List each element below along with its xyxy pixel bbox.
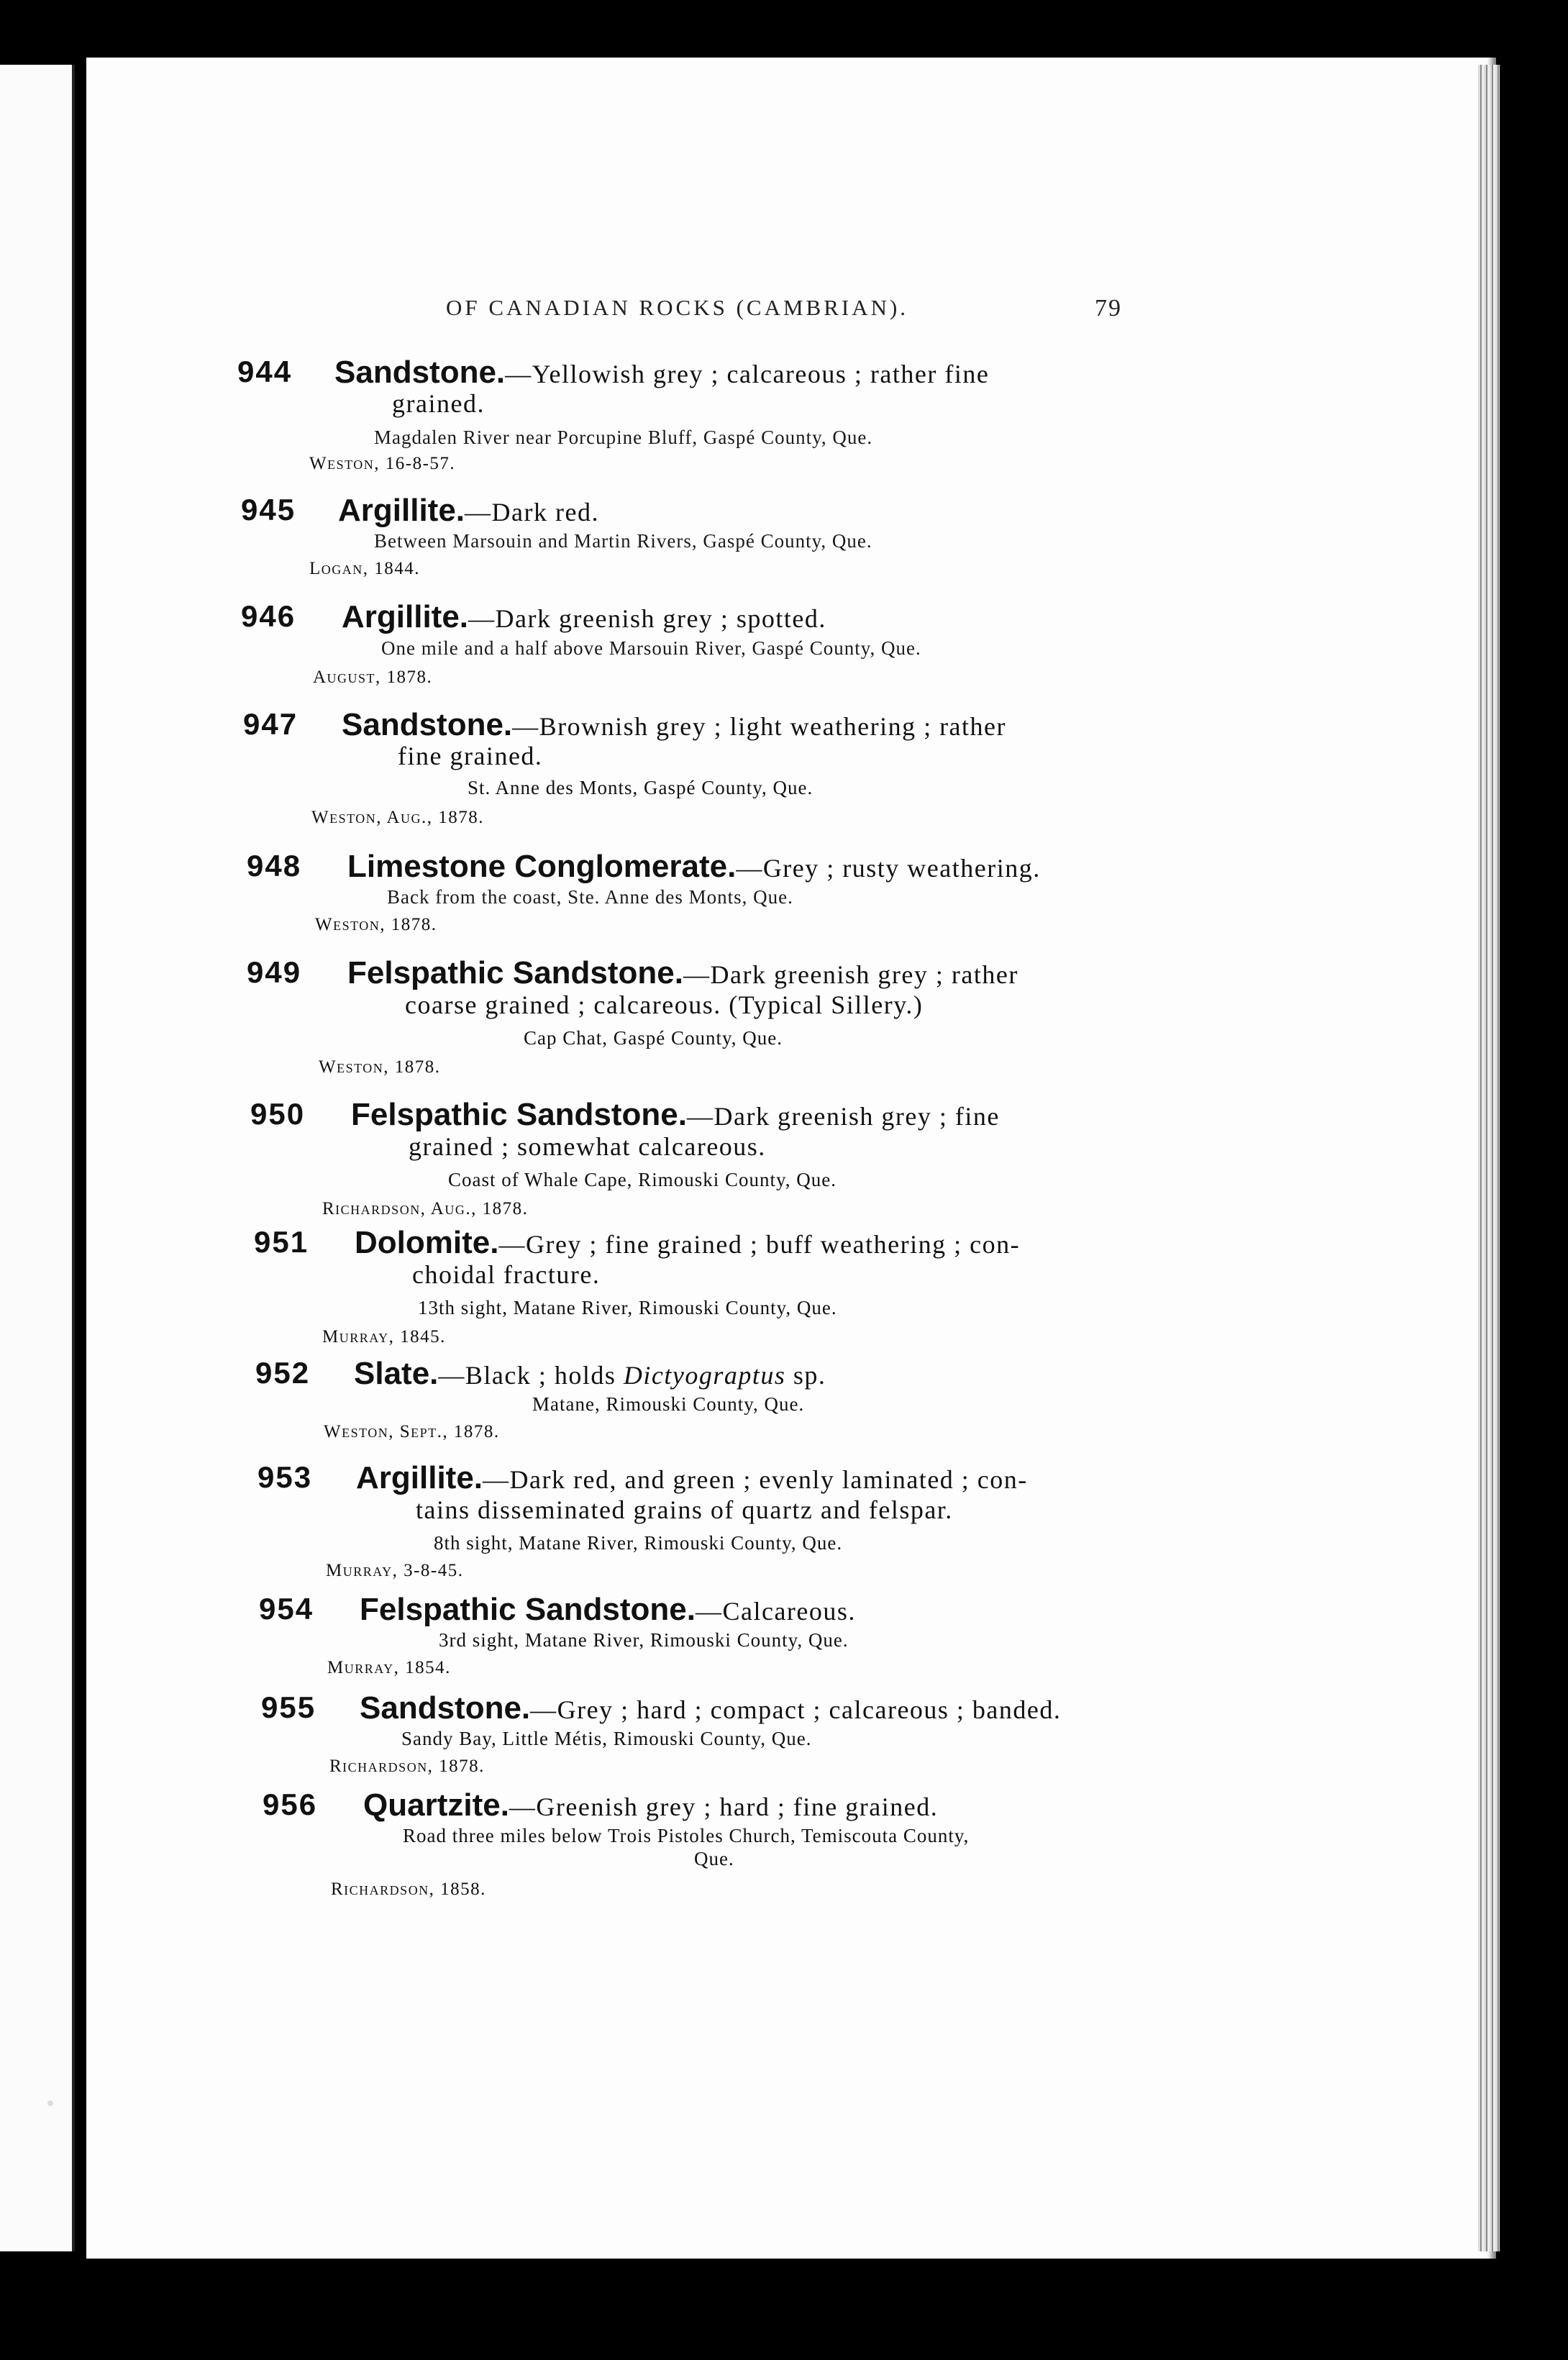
entry-number: 949: [247, 955, 302, 989]
rock-name: Quartzite.: [363, 1787, 509, 1823]
entry-number: 950: [250, 1097, 306, 1131]
rock-description: —Grey ; fine grained ; buff weathering ; con-: [498, 1230, 1021, 1259]
entry-number: 947: [243, 707, 298, 741]
entry-number: 944: [237, 355, 293, 388]
rock-name: Felspathic Sandstone.: [347, 955, 683, 990]
locality: Cap Chat, Gaspé County, Que.: [524, 1027, 783, 1049]
page-stack-edge: [1478, 65, 1500, 2251]
page-number: 79: [1095, 295, 1122, 322]
description-continuation: grained ; somewhat calcareous.: [409, 1132, 766, 1161]
rock-description: —Dark red.: [465, 498, 599, 527]
collector: Weston, 1878.: [319, 1057, 441, 1077]
locality: Matane, Rimouski County, Que.: [532, 1393, 805, 1415]
description-continuation: fine grained.: [398, 742, 543, 770]
collector: Weston, Aug., 1878.: [311, 808, 484, 827]
collector: Murray, 1845.: [322, 1327, 446, 1347]
rock-description: —Yellowish grey ; calcareous ; rather fine: [505, 360, 990, 388]
rock-name: Sandstone.: [342, 707, 513, 742]
collector: Weston, 1878.: [315, 915, 437, 934]
rock-description: —Dark greenish grey ; rather: [683, 960, 1018, 989]
locality: Back from the coast, Ste. Anne des Monts, Que.: [387, 886, 793, 908]
scan-speck: [47, 2100, 53, 2106]
collector: August, 1878.: [313, 668, 433, 687]
rock-description: —Dark greenish grey ; fine: [686, 1102, 1000, 1131]
taxon-name: Dictyograptus: [623, 1361, 786, 1390]
rock-name: Felspathic Sandstone.: [351, 1097, 687, 1132]
rock-description: —Dark greenish grey ; spotted.: [468, 604, 826, 633]
rock-description: —Grey ; rusty weathering.: [736, 854, 1041, 883]
locality: 3rd sight, Matane River, Rimouski County, Que.: [439, 1629, 849, 1651]
description-continuation: coarse grained ; calcareous. (Typical Sillery.): [405, 990, 924, 1019]
locality: One mile and a half above Marsouin River, Gaspé County, Que.: [381, 637, 921, 659]
entry-number: 948: [247, 849, 302, 883]
entry-number: 945: [241, 493, 296, 527]
collector: Richardson, 1858.: [331, 1880, 486, 1899]
locality: 8th sight, Matane River, Rimouski County, Que.: [434, 1532, 843, 1554]
rock-name: Argillite.: [338, 493, 465, 528]
entry-number: 955: [261, 1690, 316, 1724]
entry-number: 953: [257, 1460, 313, 1494]
rock-description: —Dark red, and green ; evenly laminated ; con-: [483, 1465, 1028, 1494]
rock-name: Argillite.: [342, 599, 469, 634]
locality-continuation: Que.: [694, 1848, 734, 1869]
entry-number: 952: [255, 1356, 311, 1390]
rock-description: —Greenish grey ; hard ; fine grained.: [509, 1792, 939, 1821]
collector: Logan, 1844.: [309, 559, 421, 578]
locality: Sandy Bay, Little Métis, Rimouski County, Que.: [401, 1728, 812, 1749]
description-continuation: tains disseminated grains of quartz and felspar.: [416, 1495, 953, 1524]
rock-name: Sandstone.: [360, 1690, 531, 1726]
rock-description: —Black ; holds Dictyograptus sp.: [438, 1361, 826, 1390]
collector: Murray, 1854.: [327, 1658, 451, 1677]
rock-name: Limestone Conglomerate.: [347, 849, 737, 884]
locality: 13th sight, Matane River, Rimouski County, Que.: [418, 1297, 837, 1318]
locality: Magdalen River near Porcupine Bluff, Gaspé County, Que.: [374, 427, 873, 448]
running-title: OF CANADIAN ROCKS (CAMBRIAN).: [446, 295, 909, 320]
collector: Richardson, Aug., 1878.: [322, 1199, 529, 1218]
description-continuation: grained.: [392, 389, 485, 418]
collector: Weston, 16-8-57.: [309, 454, 456, 473]
description-continuation: choidal fracture.: [412, 1260, 601, 1289]
entry-number: 956: [263, 1787, 318, 1821]
locality: Road three miles below Trois Pistoles Church, Temiscouta County,: [403, 1825, 970, 1846]
entry-number: 954: [259, 1592, 314, 1626]
rock-name: Argillite.: [356, 1460, 483, 1495]
rock-description: —Brownish grey ; light weathering ; rather: [512, 712, 1007, 741]
entry-number: 951: [254, 1225, 309, 1259]
locality: St. Anne des Monts, Gaspé County, Que.: [468, 777, 813, 798]
rock-name: Dolomite.: [355, 1225, 499, 1260]
collector: Murray, 3-8-45.: [326, 1561, 464, 1580]
rock-name: Felspathic Sandstone.: [360, 1592, 696, 1627]
rock-description: —Calcareous.: [695, 1597, 856, 1626]
locality: Coast of Whale Cape, Rimouski County, Que.: [448, 1169, 837, 1190]
rock-description: —Grey ; hard ; compact ; calcareous ; banded.: [530, 1695, 1062, 1724]
facing-page-edge: [0, 65, 75, 2251]
collector: Richardson, 1878.: [329, 1757, 485, 1776]
rock-name: Sandstone.: [334, 355, 506, 390]
locality: Between Marsouin and Martin Rivers, Gaspé County, Que.: [374, 530, 872, 552]
rock-name: Slate.: [354, 1356, 439, 1391]
collector: Weston, Sept., 1878.: [324, 1422, 500, 1441]
entry-number: 946: [241, 599, 296, 633]
